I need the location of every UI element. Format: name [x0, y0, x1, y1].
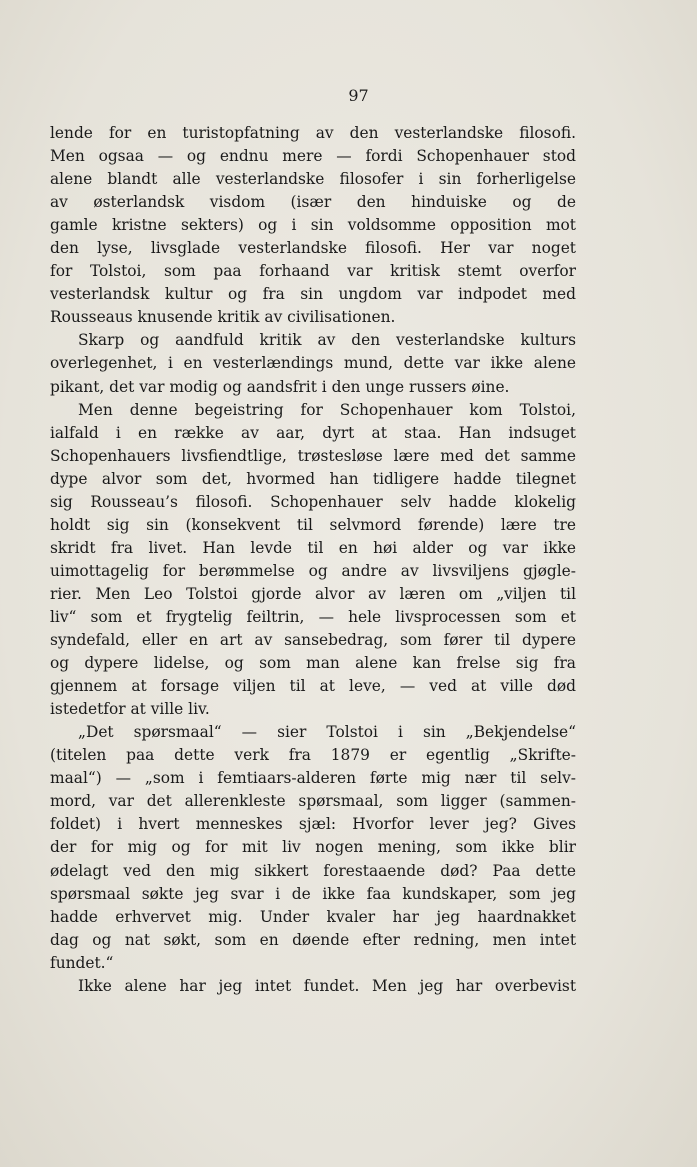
- text-line: maal“) — „som i femtiaars-alderen førte mig nær til selv-: [50, 769, 576, 788]
- text-line: hadde erhvervet mig. Under kvaler har jeg haardnakket: [50, 907, 576, 926]
- text-line: ødelagt ved den mig sikkert forestaaende død? Paa dette: [50, 861, 576, 880]
- text-line: vesterlandsk kultur og fra sin ungdom var indpodet med: [50, 285, 576, 304]
- text-line: den lyse, livsglade vesterlandske filosofi. Her var noget: [50, 239, 576, 258]
- text-line: foldet) i hvert menneskes sjæl: Hvorfor lever jeg? Gives: [50, 815, 576, 834]
- text-line: dype alvor som det, hvormed han tidligere hadde tilegnet: [50, 469, 576, 488]
- text-line: skridt fra livet. Han levde til en høi alder og var ikke: [50, 538, 576, 557]
- text-line: holdt sig sin (konsekvent til selvmord førende) lære tre: [50, 515, 576, 534]
- text-line: sig Rousseau’s filosofi. Schopenhauer selv hadde klokelig: [50, 492, 576, 511]
- text-line: pikant, det var modig og aandsfrit i den unge russers øine.: [50, 377, 510, 396]
- text-line: istedetfor at ville liv.: [50, 700, 210, 719]
- text-line: mord, var det allerenkleste spørsmaal, som ligger (sammen-: [50, 792, 576, 811]
- text-line: lende for en turistopfatning av den vesterlandske filosofi.: [50, 124, 576, 142]
- text-line: overlegenhet, i en vesterlændings mund, dette var ikke alene: [50, 354, 576, 373]
- text-line: spørsmaal søkte jeg svar i de ikke faa kundskaper, som jeg: [50, 884, 576, 903]
- text-line: Men denne begeistring for Schopenhauer kom Tolstoi,: [78, 400, 576, 419]
- text-line: Men ogsaa — og endnu mere — fordi Schopenhauer stod: [50, 147, 576, 166]
- text-line: alene blandt alle vesterlandske filosofer i sin forherligelse: [50, 170, 576, 189]
- text-line: Schopenhauers livsfiendtlige, trøstesløse lære med det samme: [50, 446, 576, 465]
- body-text: [50, 122, 576, 998]
- text-line: dag og nat søkt, som en døende efter redning, men intet: [50, 930, 576, 949]
- text-line: av østerlandsk visdom (især den hinduiske og de: [50, 193, 576, 212]
- text-line: „Det spørsmaal“ — sier Tolstoi i sin „Bekjendelse“: [78, 723, 576, 742]
- text-line: rier. Men Leo Tolstoi gjorde alvor av læren om „viljen til: [50, 584, 576, 603]
- text-line: fundet.“: [50, 953, 114, 972]
- text-line: ialfald i en række av aar, dyrt at staa. Han indsuget: [50, 423, 576, 442]
- page-number: 97: [348, 86, 369, 105]
- text-line: gjennem at forsage viljen til at leve, — ved at ville død: [50, 677, 576, 696]
- text-line: (titelen paa dette verk fra 1879 er egentlig „Skrifte-: [50, 746, 576, 765]
- text-line: liv“ som et frygtelig feiltrin, — hele livsprocessen som et: [50, 607, 576, 626]
- text-line: Skarp og aandfuld kritik av den vesterlandske kulturs: [78, 331, 576, 350]
- text-line: uimottagelig for berømmelse og andre av livsviljens gjøgle-: [50, 561, 576, 580]
- text-line: Ikke alene har jeg intet fundet. Men jeg har overbevist: [78, 976, 576, 995]
- text-line: Rousseaus knusende kritik av civilisationen.: [50, 308, 396, 327]
- text-line: og dypere lidelse, og som man alene kan frelse sig fra: [50, 654, 576, 673]
- text-line: for Tolstoi, som paa forhaand var kritisk stemt overfor: [50, 262, 576, 281]
- text-line: syndefald, eller en art av sansebedrag, som fører til dypere: [50, 631, 576, 650]
- text-line: gamle kristne sekters) og i sin voldsomme opposition mot: [50, 216, 576, 235]
- text-line: der for mig og for mit liv nogen mening, som ikke blir: [50, 838, 576, 857]
